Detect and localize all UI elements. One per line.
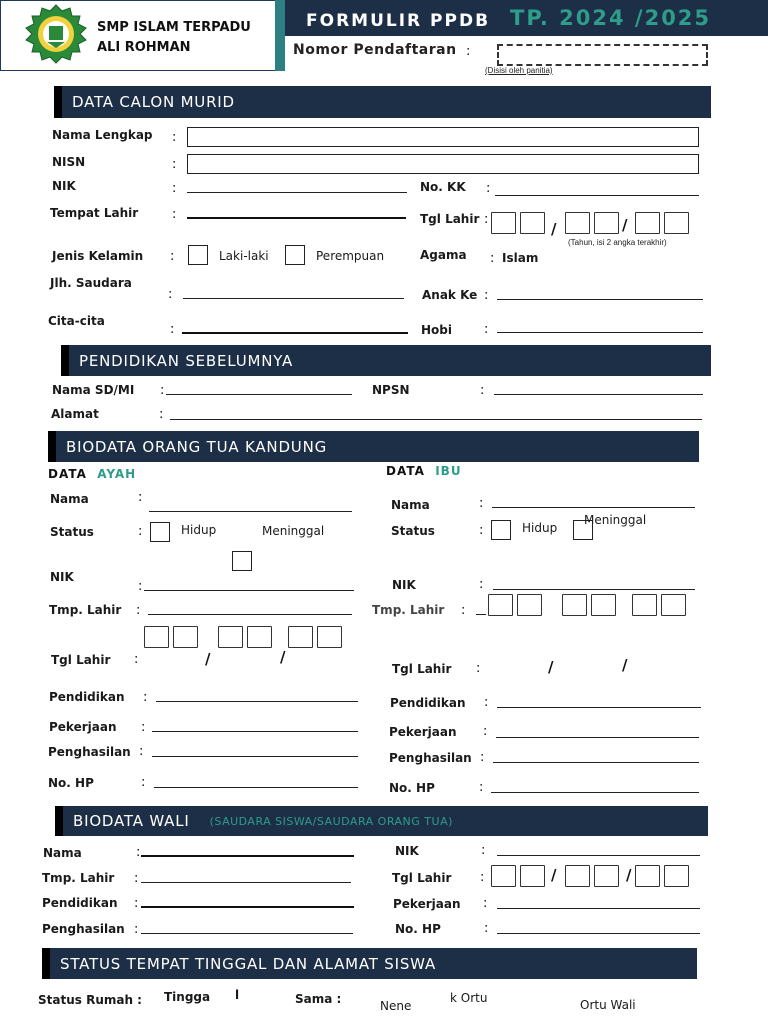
tgl-lahir-year-digit[interactable] bbox=[635, 212, 660, 234]
no-hp-ibu-field[interactable] bbox=[491, 792, 699, 793]
label-tgl-lahir-ayah: Tgl Lahir bbox=[51, 653, 111, 667]
colon: : bbox=[484, 288, 489, 303]
label-tgl-lahir-ibu: Tgl Lahir bbox=[392, 662, 452, 676]
option-bar-text: l bbox=[235, 988, 240, 1002]
penghasilan-wali-field[interactable] bbox=[141, 933, 353, 934]
label-status-rumah: Status Rumah : bbox=[38, 993, 142, 1007]
ayah-tgl-year-digit[interactable] bbox=[288, 626, 313, 648]
label-penghasilan-ayah: Penghasilan bbox=[48, 745, 131, 759]
laki-laki-label: Laki-laki bbox=[219, 249, 269, 263]
ibu-tgl-year-digit[interactable] bbox=[632, 594, 657, 616]
nisn-field[interactable] bbox=[187, 154, 699, 174]
label-no-hp-ayah: No. HP bbox=[48, 776, 94, 790]
label-no-hp-wali: No. HP bbox=[395, 922, 441, 936]
colon: : bbox=[480, 383, 485, 398]
tgl-lahir-year-digit[interactable] bbox=[664, 212, 689, 234]
label-penghasilan-ibu: Penghasilan bbox=[389, 751, 472, 765]
colon: : bbox=[172, 181, 177, 196]
section-title: PENDIDIKAN SEBELUMNYA bbox=[79, 351, 294, 370]
data-ayah-heading bbox=[48, 467, 136, 481]
label-nik-ayah: NIK bbox=[50, 570, 74, 584]
colon: : bbox=[483, 896, 488, 911]
label-jenis-kelamin: Jenis Kelamin bbox=[52, 249, 144, 263]
ayah-hidup-label: Hidup bbox=[181, 523, 217, 537]
colon: : bbox=[479, 780, 484, 795]
tempat-lahir-field[interactable] bbox=[187, 217, 406, 219]
label-tmp-lahir-ayah: Tmp. Lahir bbox=[49, 603, 122, 617]
ibu-tgl-year-digit[interactable] bbox=[661, 594, 686, 616]
colon: : bbox=[479, 496, 484, 511]
perempuan-checkbox[interactable] bbox=[285, 245, 305, 265]
pendidikan-ibu-field[interactable] bbox=[497, 707, 701, 708]
hobi-field[interactable] bbox=[497, 332, 703, 333]
school-year: TP. 2024 /2025 bbox=[510, 6, 712, 30]
data-ibu-heading bbox=[386, 464, 462, 478]
wali-tgl-month-digit[interactable] bbox=[565, 865, 590, 887]
label-nama-wali: Nama bbox=[43, 846, 82, 860]
pekerjaan-ibu-field[interactable] bbox=[496, 737, 699, 738]
colon: : bbox=[172, 207, 177, 222]
ayah-label: AYAH bbox=[97, 467, 137, 481]
label-pekerjaan-wali: Pekerjaan bbox=[393, 897, 461, 911]
colon: : bbox=[466, 44, 471, 59]
colon: : bbox=[490, 251, 495, 266]
colon: : bbox=[159, 407, 164, 422]
tgl-lahir-day-digit[interactable] bbox=[491, 212, 516, 234]
tmp-lahir-wali-field[interactable] bbox=[141, 882, 351, 883]
header-teal-strip bbox=[275, 0, 285, 71]
ibu-tgl-day-digit[interactable] bbox=[517, 594, 542, 616]
ayah-meninggal-checkbox[interactable] bbox=[232, 551, 252, 571]
label-tgl-lahir-wali: Tgl Lahir bbox=[392, 871, 452, 885]
colon: : bbox=[139, 744, 144, 759]
date-separator: / bbox=[626, 866, 632, 884]
nama-ibu-field[interactable] bbox=[492, 507, 695, 508]
penghasilan-ayah-field[interactable] bbox=[152, 756, 358, 757]
cita-cita-field[interactable] bbox=[182, 332, 408, 334]
pekerjaan-ayah-field[interactable] bbox=[152, 731, 358, 732]
date-separator: / bbox=[551, 866, 557, 884]
section-pendidikan-sebelumnya bbox=[69, 345, 711, 376]
label-sama: Sama : bbox=[295, 992, 342, 1006]
section-status-tempat-tinggal bbox=[50, 948, 697, 979]
colon: : bbox=[138, 490, 143, 505]
wali-tgl-year-digit[interactable] bbox=[635, 865, 660, 887]
jlh-saudara-field[interactable] bbox=[183, 298, 404, 299]
label-no-hp-ibu: No. HP bbox=[389, 781, 435, 795]
colon: : bbox=[141, 720, 146, 735]
colon: : bbox=[480, 870, 485, 885]
label-nama-ibu: Nama bbox=[391, 498, 430, 512]
ibu-hidup-label: Hidup bbox=[522, 521, 558, 535]
ibu-tgl-month-digit[interactable] bbox=[591, 594, 616, 616]
wali-tgl-month-digit[interactable] bbox=[594, 865, 619, 887]
ibu-tgl-month-digit[interactable] bbox=[562, 594, 587, 616]
colon: : bbox=[134, 896, 139, 911]
tgl-lahir-day-digit[interactable] bbox=[520, 212, 545, 234]
colon: : bbox=[138, 579, 143, 594]
label-agama: Agama bbox=[420, 248, 467, 262]
school-name bbox=[97, 18, 251, 58]
label-tempat-lahir: Tempat Lahir bbox=[50, 206, 139, 220]
section-title: STATUS TEMPAT TINGGAL DAN ALAMAT SISWA bbox=[60, 954, 437, 973]
ibu-tgl-day-digit[interactable] bbox=[488, 594, 513, 616]
label-tmp-lahir-wali: Tmp. Lahir bbox=[42, 871, 115, 885]
colon: : bbox=[160, 383, 165, 398]
section-biodata-wali bbox=[63, 806, 708, 836]
date-separator: / bbox=[622, 216, 628, 234]
section-title: DATA CALON MURID bbox=[72, 93, 235, 111]
wali-tgl-day-digit[interactable] bbox=[520, 865, 545, 887]
label-cita-cita: Cita-cita bbox=[48, 314, 105, 328]
label-nama-lengkap: Nama Lengkap bbox=[52, 128, 153, 142]
perempuan-label: Perempuan bbox=[316, 249, 385, 263]
label-jlh-saudara: Jlh. Saudara bbox=[50, 276, 132, 290]
ayah-tgl-month-digit[interactable] bbox=[218, 626, 243, 648]
label-alamat-sekolah: Alamat bbox=[51, 407, 99, 421]
label-nik-ibu: NIK bbox=[392, 578, 416, 592]
colon: : bbox=[479, 523, 484, 538]
school-name-line2: ALI ROHMAN bbox=[97, 40, 191, 55]
option-ortu-wali[interactable]: Ortu Wali bbox=[580, 998, 636, 1012]
section-title: BIODATA ORANG TUA KANDUNG bbox=[66, 437, 328, 456]
no-hp-ayah-field[interactable] bbox=[154, 787, 358, 788]
colon: : bbox=[479, 577, 484, 592]
colon: : bbox=[172, 130, 177, 145]
colon: : bbox=[134, 922, 139, 937]
colon: : bbox=[141, 775, 146, 790]
ayah-tgl-day-digit[interactable] bbox=[173, 626, 198, 648]
colon: : bbox=[134, 652, 139, 667]
ayah-tgl-year-digit[interactable] bbox=[317, 626, 342, 648]
colon: : bbox=[136, 603, 141, 618]
agama-value: Islam bbox=[502, 251, 539, 265]
section-subtitle: (SAUDARA SISWA/SAUDARA ORANG TUA) bbox=[209, 814, 453, 828]
label-nisn: NISN bbox=[52, 155, 86, 169]
nama-sd-field[interactable] bbox=[166, 394, 352, 395]
ayah-hidup-checkbox[interactable] bbox=[150, 522, 170, 542]
ayah-tgl-month-digit[interactable] bbox=[247, 626, 272, 648]
school-logo-icon bbox=[20, 4, 92, 64]
anak-ke-field[interactable] bbox=[497, 299, 703, 300]
colon: : bbox=[484, 212, 489, 227]
colon: : bbox=[486, 181, 491, 196]
colon: : bbox=[168, 287, 173, 302]
colon: : bbox=[480, 750, 485, 765]
nik-wali-field[interactable] bbox=[497, 855, 700, 856]
colon: : bbox=[138, 524, 143, 539]
colon: : bbox=[481, 843, 486, 858]
label-tmp-lahir-ibu: Tmp. Lahir bbox=[372, 603, 445, 617]
label-pekerjaan-ibu: Pekerjaan bbox=[389, 725, 457, 739]
school-name-line1: SMP ISLAM TERPADU bbox=[97, 20, 251, 35]
date-separator: / bbox=[622, 656, 628, 674]
label-anak-ke: Anak Ke bbox=[422, 288, 478, 302]
pendidikan-wali-field[interactable] bbox=[141, 906, 354, 908]
colon: : bbox=[461, 603, 466, 618]
pendidikan-ayah-field[interactable] bbox=[156, 701, 358, 702]
ibu-label: IBU bbox=[435, 464, 462, 478]
option-ortu[interactable]: k Ortu bbox=[450, 991, 488, 1005]
wali-tgl-year-digit[interactable] bbox=[664, 865, 689, 887]
section-data-calon-murid bbox=[62, 86, 711, 118]
date-separator: / bbox=[205, 650, 211, 668]
colon: : bbox=[136, 845, 141, 860]
label-pendidikan-wali: Pendidikan bbox=[42, 896, 118, 910]
label-hobi: Hobi bbox=[421, 323, 452, 337]
date-separator: / bbox=[280, 648, 286, 666]
ayah-meninggal-label: Meninggal bbox=[262, 524, 325, 538]
label-tgl-lahir: Tgl Lahir bbox=[420, 212, 480, 226]
label-status-ayah: Status bbox=[50, 525, 94, 539]
nama-ayah-field[interactable] bbox=[149, 511, 352, 512]
colon: : bbox=[483, 724, 488, 739]
label-nama-sd: Nama SD/MI bbox=[52, 383, 135, 397]
colon: : bbox=[172, 157, 177, 172]
colon: : bbox=[170, 249, 175, 264]
nik-ayah-field[interactable] bbox=[144, 590, 354, 591]
colon: : bbox=[143, 690, 148, 705]
registration-number-field[interactable] bbox=[497, 44, 708, 66]
label-status-ibu: Status bbox=[391, 524, 435, 538]
date-separator: / bbox=[551, 220, 557, 238]
tgl-lahir-month-digit[interactable] bbox=[565, 212, 590, 234]
tgl-lahir-note: (Tahun, isi 2 angka terakhir) bbox=[568, 238, 667, 247]
section-title: BIODATA WALI bbox=[73, 812, 190, 830]
colon: : bbox=[484, 695, 489, 710]
data-label: DATA bbox=[48, 467, 87, 481]
tmp-lahir-ayah-field[interactable] bbox=[148, 614, 352, 615]
colon: : bbox=[484, 322, 489, 337]
colon: : bbox=[484, 921, 489, 936]
nik-ibu-field[interactable] bbox=[493, 589, 695, 590]
label-no-kk: No. KK bbox=[420, 180, 466, 194]
npsn-field[interactable] bbox=[494, 394, 703, 395]
penghasilan-ibu-field[interactable] bbox=[493, 762, 699, 763]
form-title: FORMULIR PPDB bbox=[306, 11, 491, 31]
ayah-tgl-day-digit[interactable] bbox=[144, 626, 169, 648]
pekerjaan-wali-field[interactable] bbox=[497, 908, 700, 909]
data-label: DATA bbox=[386, 464, 425, 478]
tmp-lahir-ibu-field[interactable] bbox=[476, 614, 486, 615]
no-hp-wali-field[interactable] bbox=[497, 933, 700, 934]
colon: : bbox=[170, 322, 175, 337]
label-nik-wali: NIK bbox=[395, 844, 419, 858]
label-npsn: NPSN bbox=[372, 383, 410, 397]
label-pendidikan-ayah: Pendidikan bbox=[49, 690, 125, 704]
wali-tgl-day-digit[interactable] bbox=[491, 865, 516, 887]
option-nenek[interactable]: Nene bbox=[380, 999, 412, 1013]
no-kk-field[interactable] bbox=[495, 195, 699, 196]
laki-laki-checkbox[interactable] bbox=[188, 245, 208, 265]
nama-lengkap-field[interactable] bbox=[187, 127, 699, 147]
registration-label: Nomor Pendaftaran bbox=[293, 42, 457, 58]
option-tinggal-text: Tingga bbox=[164, 990, 211, 1004]
registration-note: (Disisi oleh panitia) bbox=[485, 66, 553, 75]
alamat-sekolah-field[interactable] bbox=[170, 419, 702, 420]
ibu-hidup-checkbox[interactable] bbox=[491, 520, 511, 540]
ibu-meninggal-label: Meninggal bbox=[584, 513, 647, 527]
colon: : bbox=[476, 661, 481, 676]
label-nama-ayah: Nama bbox=[50, 492, 89, 506]
tgl-lahir-month-digit[interactable] bbox=[594, 212, 619, 234]
section-biodata-orang-tua bbox=[56, 431, 699, 462]
nik-field[interactable] bbox=[187, 192, 407, 193]
nama-wali-field[interactable] bbox=[141, 855, 354, 857]
label-pendidikan-ibu: Pendidikan bbox=[390, 696, 466, 710]
label-pekerjaan-ayah: Pekerjaan bbox=[49, 720, 117, 734]
label-nik: NIK bbox=[52, 179, 76, 193]
date-separator: / bbox=[548, 658, 554, 676]
label-penghasilan-wali: Penghasilan bbox=[42, 922, 125, 936]
colon: : bbox=[134, 871, 139, 886]
